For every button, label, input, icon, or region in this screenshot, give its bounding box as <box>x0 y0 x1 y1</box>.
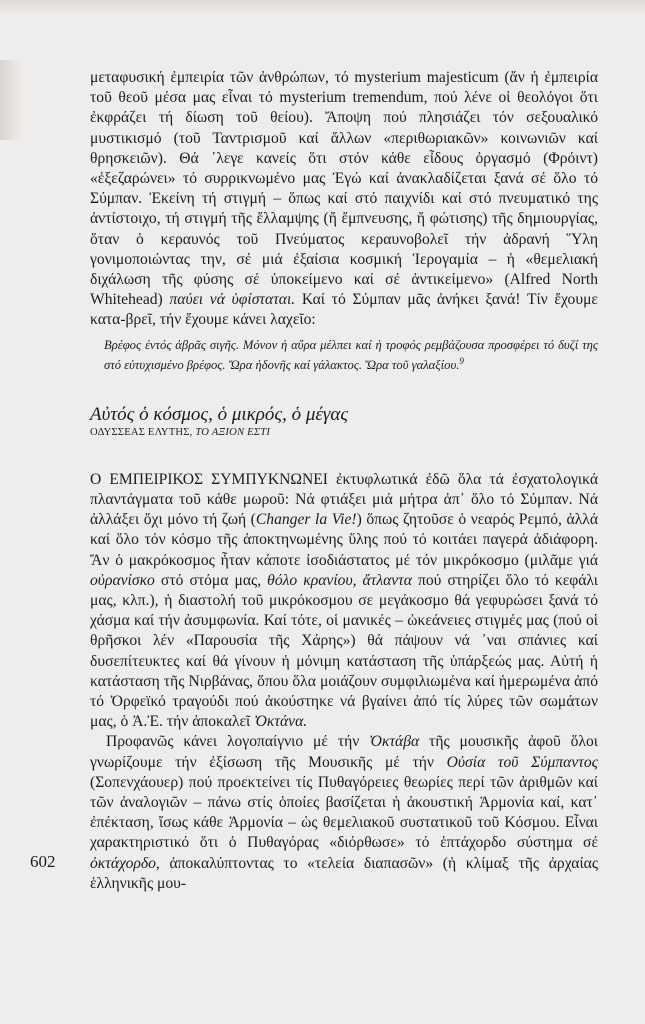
p3-italic-oktachordo: ὀκτάχορδο <box>90 854 156 872</box>
p2-italic-tholo: θόλο κρανίου, ἄτλαντα <box>267 571 412 589</box>
section-heading: Αὐτός ὁ κόσμος, ὁ μικρός, ὁ μέγας <box>90 403 349 425</box>
p2-italic-changer: Changer la Vie! <box>255 511 357 529</box>
p2-text-a: Ο ΕΜΠΕΙΡΙΚΟΣ ΣΥΜΠΥΚΝΩΝΕΙ ἐκτυφλωτικά ἐδῶ ὅλα τά ἐσχατολογικά πλαντάγματα τοῦ κάθε μωροῦ: Νά φτιάξει μιά μήτρα ἀπ᾽ ὅλο τό Σύμπαν. Νά ἀλλάξει ὄχι μόνο τή ζωή ( <box>90 470 598 529</box>
p3-text-g: , ἀποκαλύπτοντας το «τελεία διαπασῶν» (ἡ κλίμαξ τῆς ἀρχαίας ἑλληνικῆς μου- <box>90 854 598 892</box>
paragraph-section-opening <box>90 470 598 733</box>
text-column <box>90 68 598 894</box>
attribution-author: ΟΔΥΣΣΕΑΣ ΕΛΥΤΗΣ, <box>90 426 193 438</box>
paragraph1-text: μεταφυσική ἐμπειρία τῶν ἀνθρώπων, τό mysterium majesticum (ἄν ἡ ἐμπειρία τοῦ θεοῦ μέσα μας εἶναι τό mysterium tremendum, πού λένε οἱ θεολόγοι ὅτι ἐκφράζει τή δίωση τοῦ θείου). Ἄποψη πού πλησιάζει τόν σεξουαλικό μυστικισμό (τοῦ Ταντρισμοῦ καί ἄλλων «περιθωριακῶν» κοινωνιῶν καί θρησκειῶν). Θά ᾽λεγε κανείς ὅτι στόν κάθε εἶδους ὀργασμό (Φρόιντ) «ἐξεζαρώνει» τό συρρικνωμένο μας Ἐγώ καί ἀνακλαδίζεται ξανά σέ ὅλο τό Σύμπαν. Ἐκείνη τή στιγμή – ὅπως καί στό παιχνίδι καί στό πνευματικό της ἀντίστοιχο, τή στιγμή τῆς ἔλλαμψης (ἤ ἔμπνευσης, ἤ φώτισης) τῆς δημιουργίας, ὅταν ὁ κεραυνός τοῦ Πνεύματος κεραυνοβολεῖ τήν ἀδρανή Ὕλη γονιμοποιώντας την, σέ μιά ἐξαίσια κοσμική Ἱερογαμία – ἡ «θεμελιακή διχάλωση τῆς φύσης σέ ὑποκείμενο καί σέ ἀντικείμενο» (Alfred North Whitehead) <box>90 69 598 309</box>
heading-attribution <box>90 426 598 440</box>
paragraph-continuation <box>90 68 598 331</box>
quote-text: Βρέφος ἐντός ἀβρᾶς σιγῆς. Μόνον ἡ αὔρα μέλπει καί ἡ τροφός ρεμβάζουσα προσφέρει τό δυζί της στό εὐτυχισμένο βρέφος. Ὥρα ἡδονῆς καί γάλακτος. Ὥρα τοῦ γαλαξίου. <box>104 337 598 373</box>
p3-italic-oktava: Ὀκτάβα <box>369 733 420 751</box>
p3-text-a: Προφανῶς κάνει λογοπαίγνιο μέ τήν <box>106 733 370 751</box>
p2-text-e: στό στόμα μας, <box>154 571 268 589</box>
footnote-marker: 9 <box>459 356 464 367</box>
margin-scan-shadow <box>0 60 22 140</box>
page-number: 602 <box>30 852 56 871</box>
paragraph1-italic: παύει νά ὑφίσταται. <box>169 291 296 309</box>
p2-text-g: πού στηρίζει ὅλο τό κεφάλι μας, κλπ.), ἡ διαστολή τοῦ μικρόκοσμου σε μεγάκοσμο θά γεφυρώσει ξανά τό χάσμα καί τήν ἀσυμφωνία. Καί τότε, οἱ μανικές – ὠκεάνειες στιγμές μας (πού οἱ θρῆσκοι λέν «Παρουσία τῆς Χάρης») θά πάψουν νά ᾽ναι σπάνιες καί δυσεπίτευκτες καί θά γίνουν ἡ μόνιμη κατάσταση τῆς ὑπάρξεώς μας. Αὐτή ἡ κατάσταση τῆς Νιρβάνας, ὅπου ὅλα μοιάζουν συμφιλιωμένα καί ἡμερωμένα ἀπό τό Ὀρφεϊκό τραγούδι πού ἀκούστηκε νά βγαίνει ἀπό τίς λύρες τῶν σωμάτων μας, ὁ Ἀ.Ἐ. τήν ἀποκαλεῖ <box>90 571 598 731</box>
paragraph-octave <box>90 732 598 894</box>
p2-italic-oktana: Ὀκτάνα. <box>254 713 308 731</box>
attribution-title: ΤΟ ΑΞΙΟΝ ΕΣΤΙ <box>195 426 271 438</box>
p3-text-c: τῆς μουσικῆς ἀφοῦ ὅλοι γνωρίζουμε τήν ἐξίσωση τῆς Μουσικῆς μέ τήν <box>90 733 598 771</box>
p2-text-c: ) ὅπως ζητοῦσε ὁ νεαρός Ρεμπό, ἀλλά καί ὅλο τόν κόσμο τῆς ἀποκτηνωμένης ὕλης πού τό κοιτάει παγερά ἀδιάφορη. Ἄν ὁ μακρόκοσμος ἦταν κάποτε ἰσοδιάστατος μέ τόν μικρόκοσμο (μιλᾶμε γιά <box>90 511 598 569</box>
page-top-shadow <box>0 0 645 14</box>
poem-quote <box>104 337 598 374</box>
p3-italic-ousia: Οὐσία τοῦ Σύμπαντος <box>446 753 598 771</box>
p2-italic-ouranisko: οὐρανίσκο <box>90 571 155 589</box>
paragraph1-end: Καί τό Σύμπαν μᾶς ἀνήκει ξανά! Τίν ἔχουμε κατα-βρεῖ, τήν ἔχουμε κάνει λαχεῖο: <box>90 291 598 329</box>
p3-text-e: (Σοπενχάουερ) πού προεκτείνει τίς Πυθαγόρειες θεωρίες περί τῶν ἀριθμῶν καί τῶν ἀναλογιῶν – πάνω στίς ὁποίες βασίζεται ἡ ἀκουστική Ἁρμονία καί, κατ᾽ ἐπέκταση, ἴσως κάθε Ἁρμονία – ὡς θεμελιακοῦ συστατικοῦ τοῦ Κόσμου. Εἶναι χαρακτηριστικό ὅτι ὁ Πυθαγόρας «διόρθωσε» τό ἑπτάχορδο σύστημα σέ <box>90 773 598 852</box>
